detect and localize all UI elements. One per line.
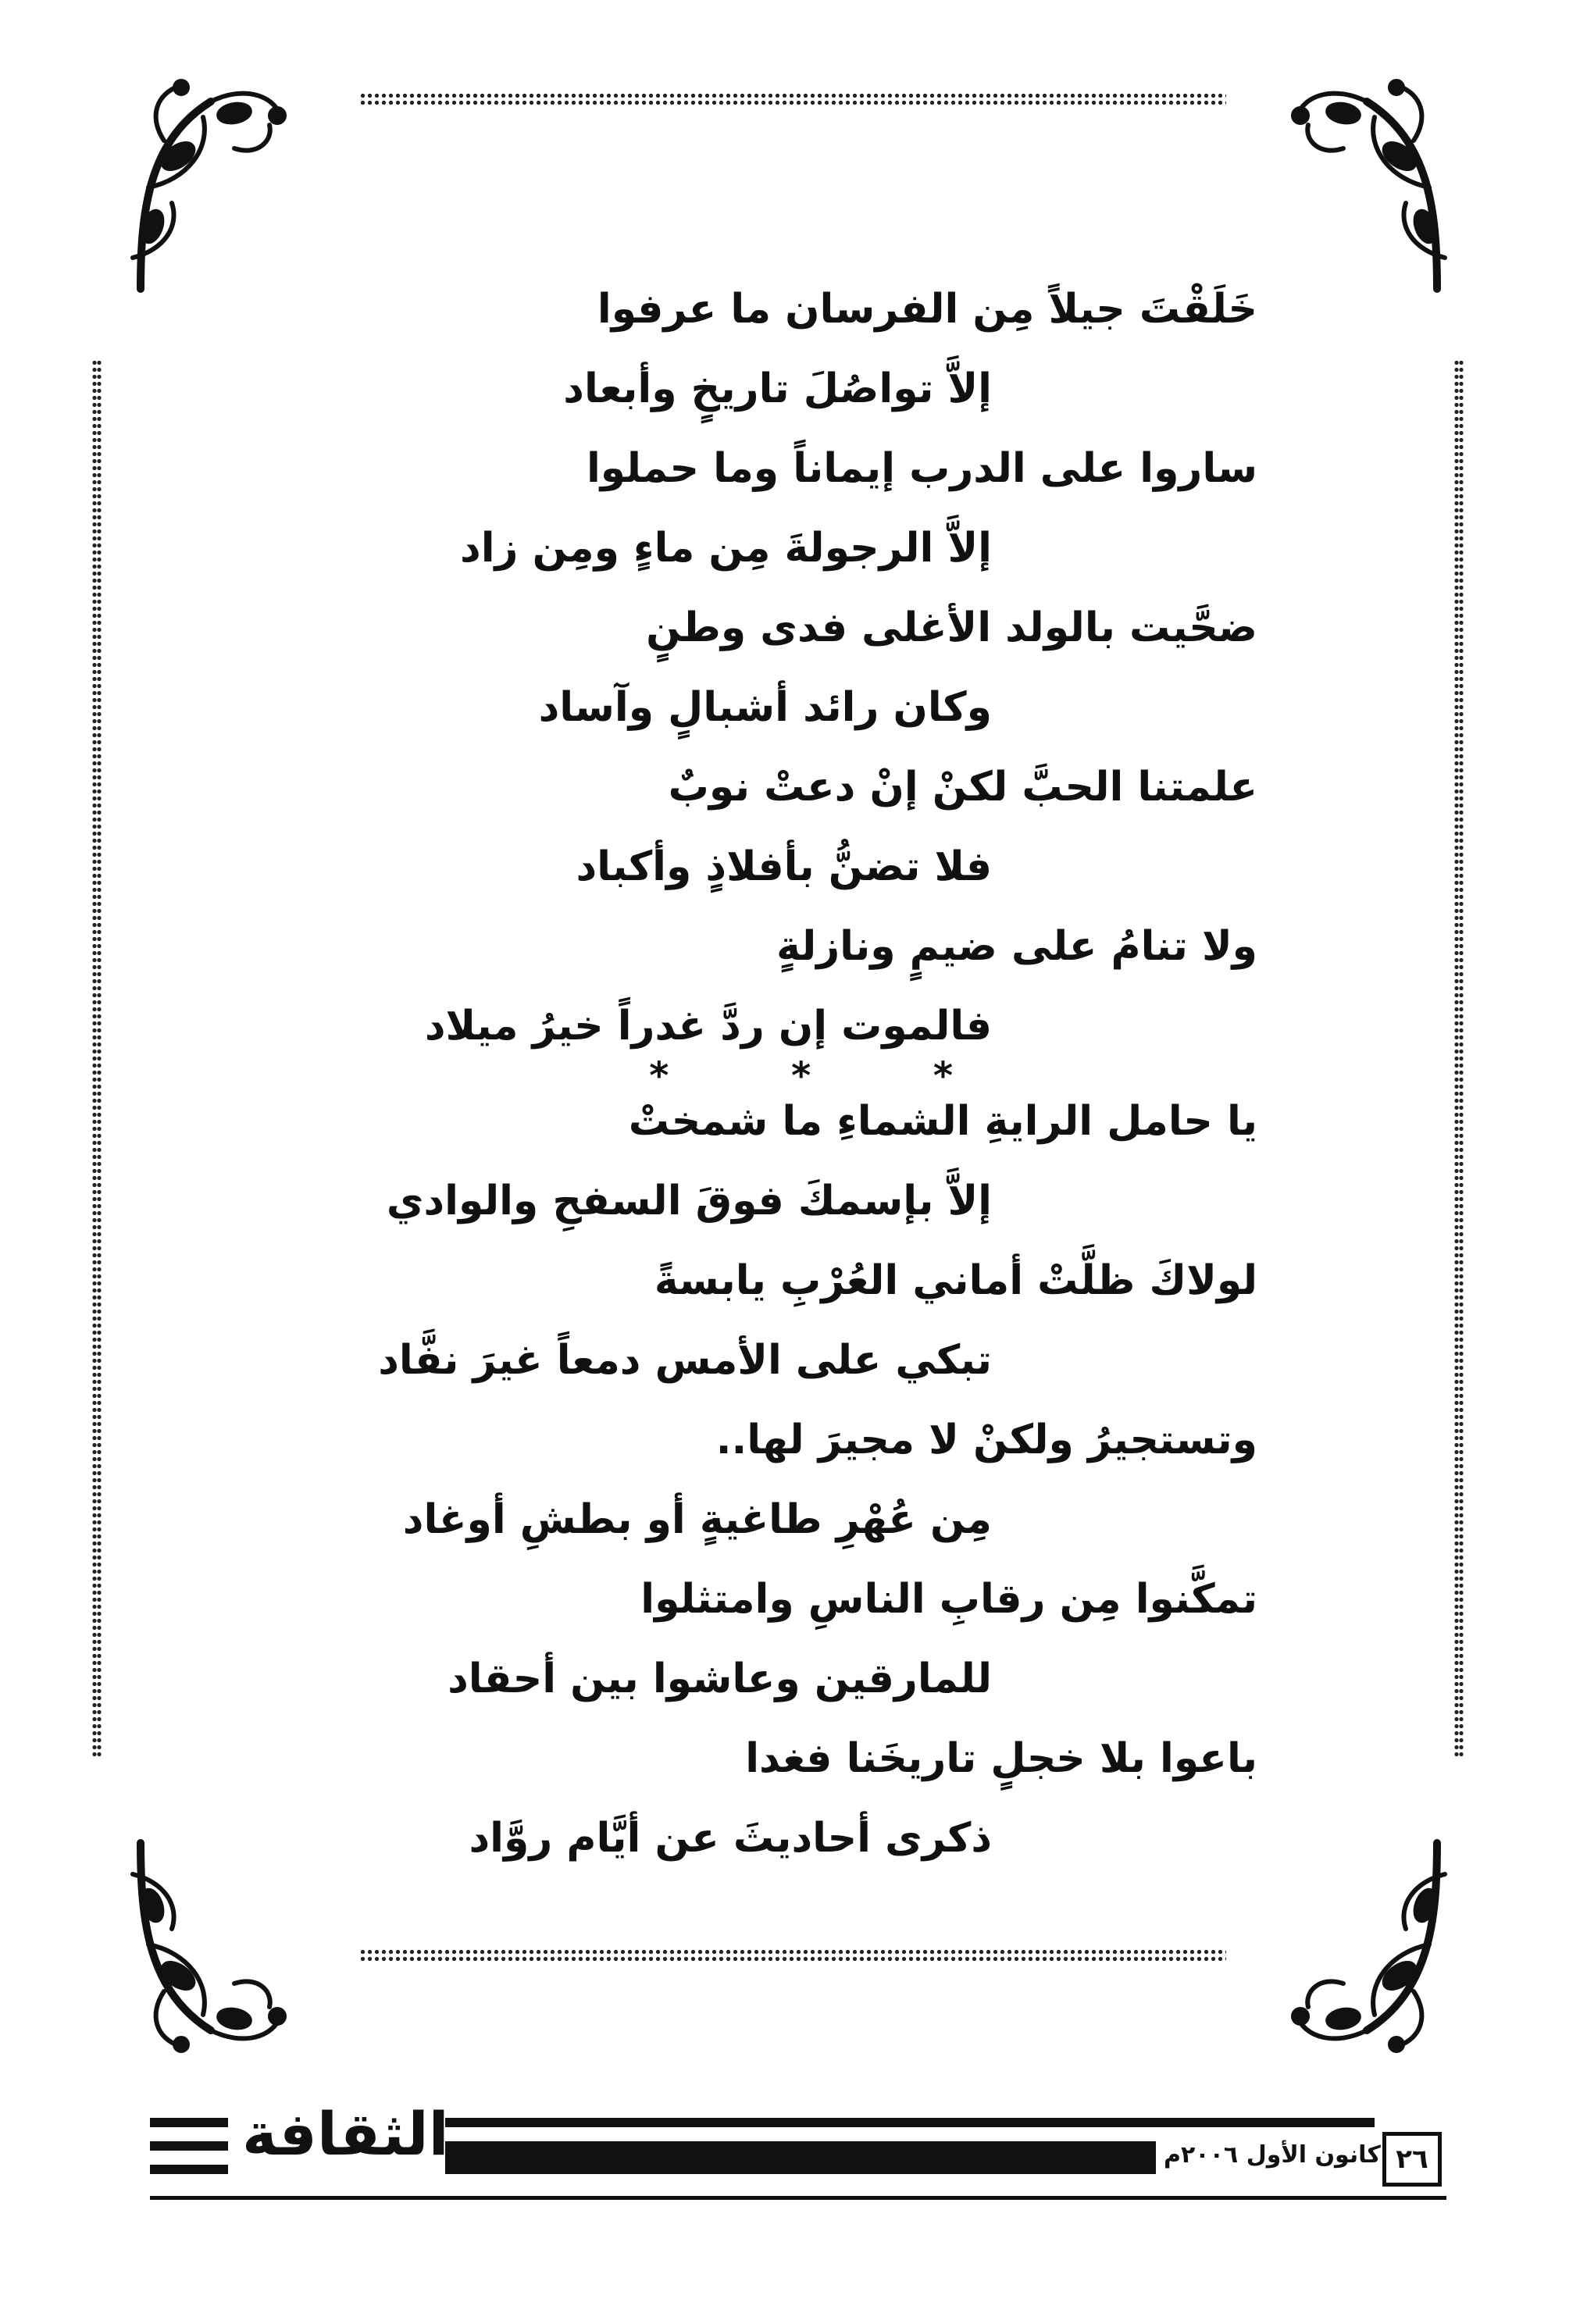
verse-line: وتستجيرُ ولكنْ لا مجيرَ لها..	[715, 1417, 1257, 1463]
verse-line: إلاَّ بإسمكَ فوقَ السفحِ والوادي	[386, 1178, 992, 1224]
footer-mid-bar	[445, 2141, 1156, 2174]
page-number: ٢٦	[1382, 2132, 1442, 2187]
verse-line: فلا تضنُّ بأفلاذٍ وأكباد	[576, 843, 992, 890]
corner-ornament-top-right	[1281, 70, 1460, 297]
magazine-masthead: الثقافة	[242, 2099, 449, 2169]
verse-line: تمكَّنوا مِن رقابِ الناسِ وامتثلوا	[640, 1576, 1257, 1623]
verse-line: وكان رائد أشبالٍ وآساد	[538, 684, 992, 731]
verse-line: ضحَّيت بالولد الأغلى فدى وطنٍ	[646, 604, 1257, 651]
verse-line: فالموت إن ردَّ غدراً خيرُ ميلاد	[424, 1003, 992, 1050]
verse-line: يا حامل الرايةِ الشماءِ ما شمختْ	[628, 1098, 1257, 1145]
corner-ornament-bottom-right	[1281, 1835, 1460, 2062]
verse-line: خَلَقْتَ جيلاً مِن الفرسان ما عرفوا	[597, 286, 1257, 333]
verse-line: مِن عُهْرِ طاغيةٍ أو بطشِ أوغاد	[402, 1496, 992, 1543]
verse-line: باعوا بلا خجلٍ تاريخَنا فغدا	[745, 1735, 1257, 1782]
verse-line: للمارقين وعاشوا بين أحقاد	[448, 1656, 992, 1702]
verse-line: ذكرى أحاديثَ عن أيَّام روَّاد	[469, 1815, 992, 1862]
verse-line: ساروا على الدرب إيماناً وما حملوا	[586, 445, 1257, 492]
issue-date: كانون الأول ٢٠٠٦م	[1164, 2141, 1381, 2169]
verse-line: علمتنا الحبَّ لكنْ إنْ دعتْ نوبٌ	[668, 764, 1257, 811]
corner-ornament-top-left	[117, 70, 297, 297]
footer-rule	[150, 2196, 1446, 2200]
verse-line: لولاكَ ظلَّتْ أماني العُرْبِ يابسةً	[654, 1257, 1257, 1304]
poem-body	[297, 273, 1257, 1862]
frame-right-border	[1454, 359, 1464, 1757]
footer-left-bar	[150, 2141, 228, 2151]
verse-line: ولا تنامُ على ضيمٍ ونازلةٍ	[776, 923, 1257, 970]
verse-line: إلاَّ الرجولةَ مِن ماءٍ ومِن زاد	[460, 525, 992, 572]
frame-left-border	[92, 359, 102, 1757]
footer-mid-bar	[445, 2118, 1375, 2127]
footer-left-bar	[150, 2165, 228, 2174]
frame-top-border	[359, 92, 1226, 106]
verse-line: إلاَّ تواصُلَ تاريخٍ وأبعاد	[563, 365, 992, 412]
corner-ornament-bottom-left	[117, 1835, 297, 2062]
section-separator: * * *	[649, 1054, 1007, 1098]
footer-left-bar	[150, 2118, 228, 2127]
verse-line: تبكي على الأمس دمعاً غيرَ نفَّاد	[378, 1337, 992, 1384]
frame-bottom-border	[359, 1948, 1226, 1962]
